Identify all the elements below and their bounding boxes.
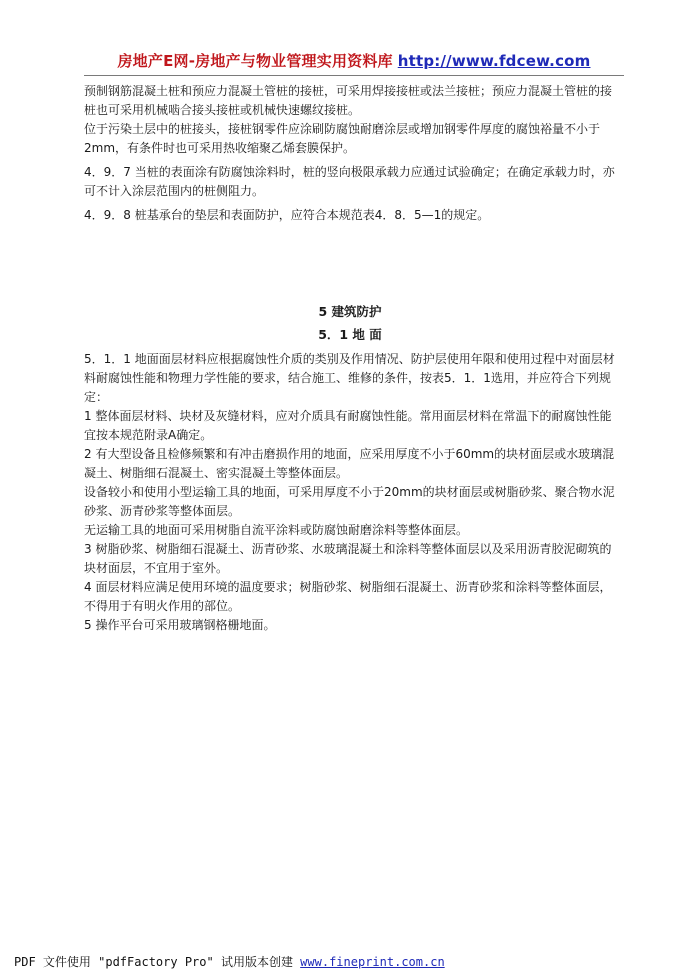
paragraph: 4．9．7 当桩的表面涂有防腐蚀涂料时，桩的竖向极限承载力应通过试验确定；在确定承载力时，亦可不计入涂层范围内的桩侧阻力。: [84, 165, 615, 198]
paragraph: 设备较小和使用小型运输工具的地面，可采用厚度不小于20mm的块材面层或树脂砂浆、聚合物水泥砂浆、沥青砂浆等整体面层。: [84, 485, 615, 518]
paragraph: 5．1．1 地面面层材料应根据腐蚀性介质的类别及作用情况、防护层使用年限和使用过程中对面层材料耐腐蚀性能和物理力学性能的要求，结合施工、维修的条件，按表5．1．1选用，并应符合下列规定：: [84, 352, 615, 404]
footer-link[interactable]: www.fineprint.com.cn: [300, 955, 445, 969]
paragraph: 预制钢筋混凝土桩和预应力混凝土管桩的接桩，可采用焊接接桩或法兰接桩；预应力混凝土管桩的接桩也可采用机械啮合接头接桩或机械快速螺纹接桩。: [84, 84, 613, 117]
paragraph: 位于污染土层中的桩接头，接桩钢零件应涂刷防腐蚀耐磨涂层或增加钢零件厚度的腐蚀裕量不小于2mm，有条件时也可采用热收缩聚乙烯套膜保护。: [84, 122, 601, 155]
section-title: 5．1 地 面: [318, 327, 382, 342]
page-header: [84, 50, 624, 74]
section-text-block: [84, 350, 616, 635]
paragraph: 4．9．8 桩基承台的垫层和表面防护，应符合本规范表4．8．5—1的规定。: [84, 208, 490, 222]
chapter-title: 5 建筑防护: [318, 304, 382, 319]
paragraph: 3 树脂砂浆、树脂细石混凝土、沥青砂浆、水玻璃混凝土和涂料等整体面层以及采用沥青胶泥砌筑的块材面层，不宜用于室外。: [84, 542, 612, 575]
paragraph: 2 有大型设备且检修频繁和有冲击磨损作用的地面，应采用厚度不小于60mm的块材面层或水玻璃混凝土、树脂细石混凝土、密实混凝土等整体面层。: [84, 447, 615, 480]
top-text-block: [84, 82, 616, 225]
header-site-title: 房地产E网-房地产与物业管理实用资料库: [117, 52, 393, 70]
paragraph: 无运输工具的地面可采用树脂自流平涂料或防腐蚀耐磨涂料等整体面层。: [84, 523, 469, 537]
paragraph: 1 整体面层材料、块材及灰缝材料，应对介质具有耐腐蚀性能。常用面层材料在常温下的耐腐蚀性能宜按本规范附录A确定。: [84, 409, 612, 442]
pdf-footer: [14, 953, 445, 970]
paragraph: 4 面层材料应满足使用环境的温度要求；树脂砂浆、树脂细石混凝土、沥青砂浆和涂料等整体面层，不得用于有明火作用的部位。: [84, 580, 612, 613]
header-divider: [84, 75, 624, 76]
footer-text: PDF 文件使用 "pdfFactory Pro" 试用版本创建: [14, 955, 301, 969]
paragraph: 5 操作平台可采用玻璃钢格栅地面。: [84, 618, 276, 632]
header-url-link[interactable]: http://www.fdcew.com: [397, 52, 591, 70]
